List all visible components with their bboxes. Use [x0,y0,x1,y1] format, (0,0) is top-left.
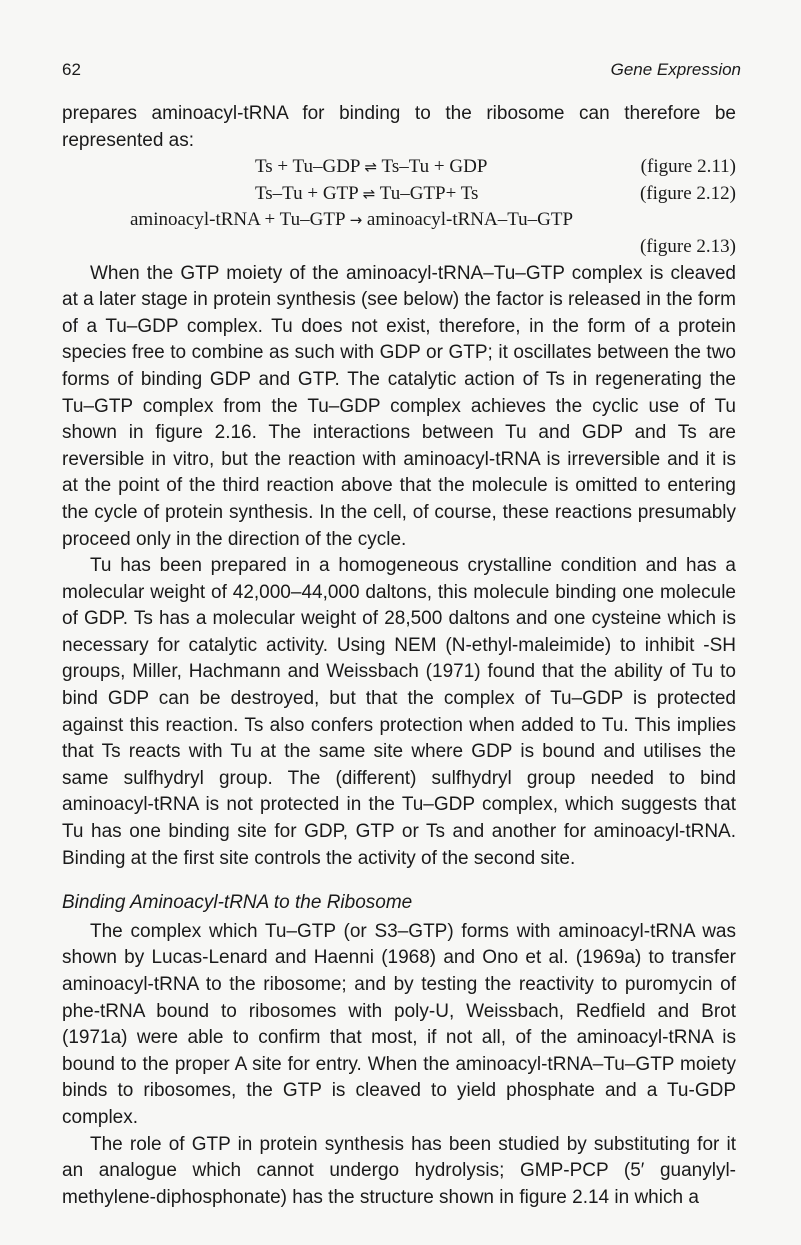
page-header [62,60,741,88]
equilibrium-arrow-icon: ⇌ [362,184,376,203]
section-heading: Binding Aminoacyl-tRNA to the Ribosome [62,892,413,914]
body-paragraph: The complex which Tu–GTP (or S3–GTP) forms with aminoacyl-tRNA was shown by Lucas-Lenard and Haenni (1968) and Ono et al. (1969a) to transfer aminoacyl-tRNA to the ribosome; and by testing the reactivity to puromycin of phe-tRNA bound to ribosomes with poly-U, Weissbach, Redfield and Brot (1971a) were able to confirm that most, if not all, of the aminoacyl-tRNA is bound to the proper A site for entry. When the aminoacyl-tRNA–Tu–GTP moiety binds to ribosomes, the GTP is cleaved to yield phosphate and a Tu-GDP complex. [62,920,736,1128]
page-body [62,101,736,1211]
equation-row [62,234,736,261]
equation: Ts–Tu + GTP ⇌ Tu–GTP+ Ts [255,182,479,204]
equation-row [62,181,736,208]
body-paragraph: The role of GTP in protein synthesis has been studied by substituting for it an analogue which cannot undergo hydrolysis; GMP-PCP (5′ guanylyl-methylene-diphosphonate) has the structure shown in figure 2.14 in which a [62,1133,736,1208]
equation-block [62,154,736,260]
reaction-arrow-icon: → [349,211,363,230]
body-paragraph: Tu has been prepared in a homogeneous crystalline condition and has a molecular weight of 42,000–44,000 daltons, this molecule binding one molecule of GDP. Ts has a molecular weight of 28,500 daltons and one cysteine which is necessary for catalytic activity. Using NEM (N-ethyl-maleimide) to inhibit -SH groups, Miller, Hachmann and Weissbach (1971) found that the ability of Tu to bind GDP can be destroyed, but that the complex of Tu–GDP is protected against this reaction. Ts also confers protection when added to Tu. This implies that Ts reacts with Tu at the same site where GDP is bound and utilises the same sulfhydryl group. The (different) sulfhydryl group needed to bind aminoacyl-tRNA is not protected in the Tu–GDP complex, which suggests that Tu has one binding site for GDP, GTP or Ts and another for aminoacyl-tRNA. Binding at the first site controls the activity of the second site. [62,555,736,869]
figure-reference: (figure 2.12) [639,182,736,204]
page-number: 62 [62,60,81,79]
equation-row [62,154,736,181]
equilibrium-arrow-icon: ⇌ [364,158,378,177]
intro-paragraph: prepares aminoacyl-tRNA for binding to the ribosome can therefore be represented as: [62,103,736,151]
running-head: Gene Expression [610,60,741,79]
figure-reference: (figure 2.13) [639,235,736,257]
equation-row [62,207,736,234]
figure-reference: (figure 2.11) [640,156,736,178]
equation: Ts + Tu–GDP ⇌ Ts–Tu + GDP [255,156,488,178]
equation: aminoacyl-tRNA + Tu–GTP → aminoacyl-tRNA–Tu–GTP [130,209,574,231]
body-paragraph: When the GTP moiety of the aminoacyl-tRNA–Tu–GTP complex is cleaved at a later stage in protein synthesis (see below) the factor is released in the form of a Tu–GDP complex. Tu does not exist, therefore, in the form of a protein species free to combine as such with GDP or GTP; it oscillates between the two forms of binding GDP and GTP. The catalytic action of Ts in regenerating the Tu–GTP complex from the Tu–GDP complex achieves the cyclic use of Tu shown in figure 2.16. The interactions between Tu and GDP and Ts are reversible in vitro, but the reaction with aminoacyl-tRNA is irreversible and it is at the point of the third reaction above that the molecule is omitted to entering the cycle of protein synthesis. In the cell, of course, these reactions presumably proceed only in the direction of the cycle. [62,262,736,550]
